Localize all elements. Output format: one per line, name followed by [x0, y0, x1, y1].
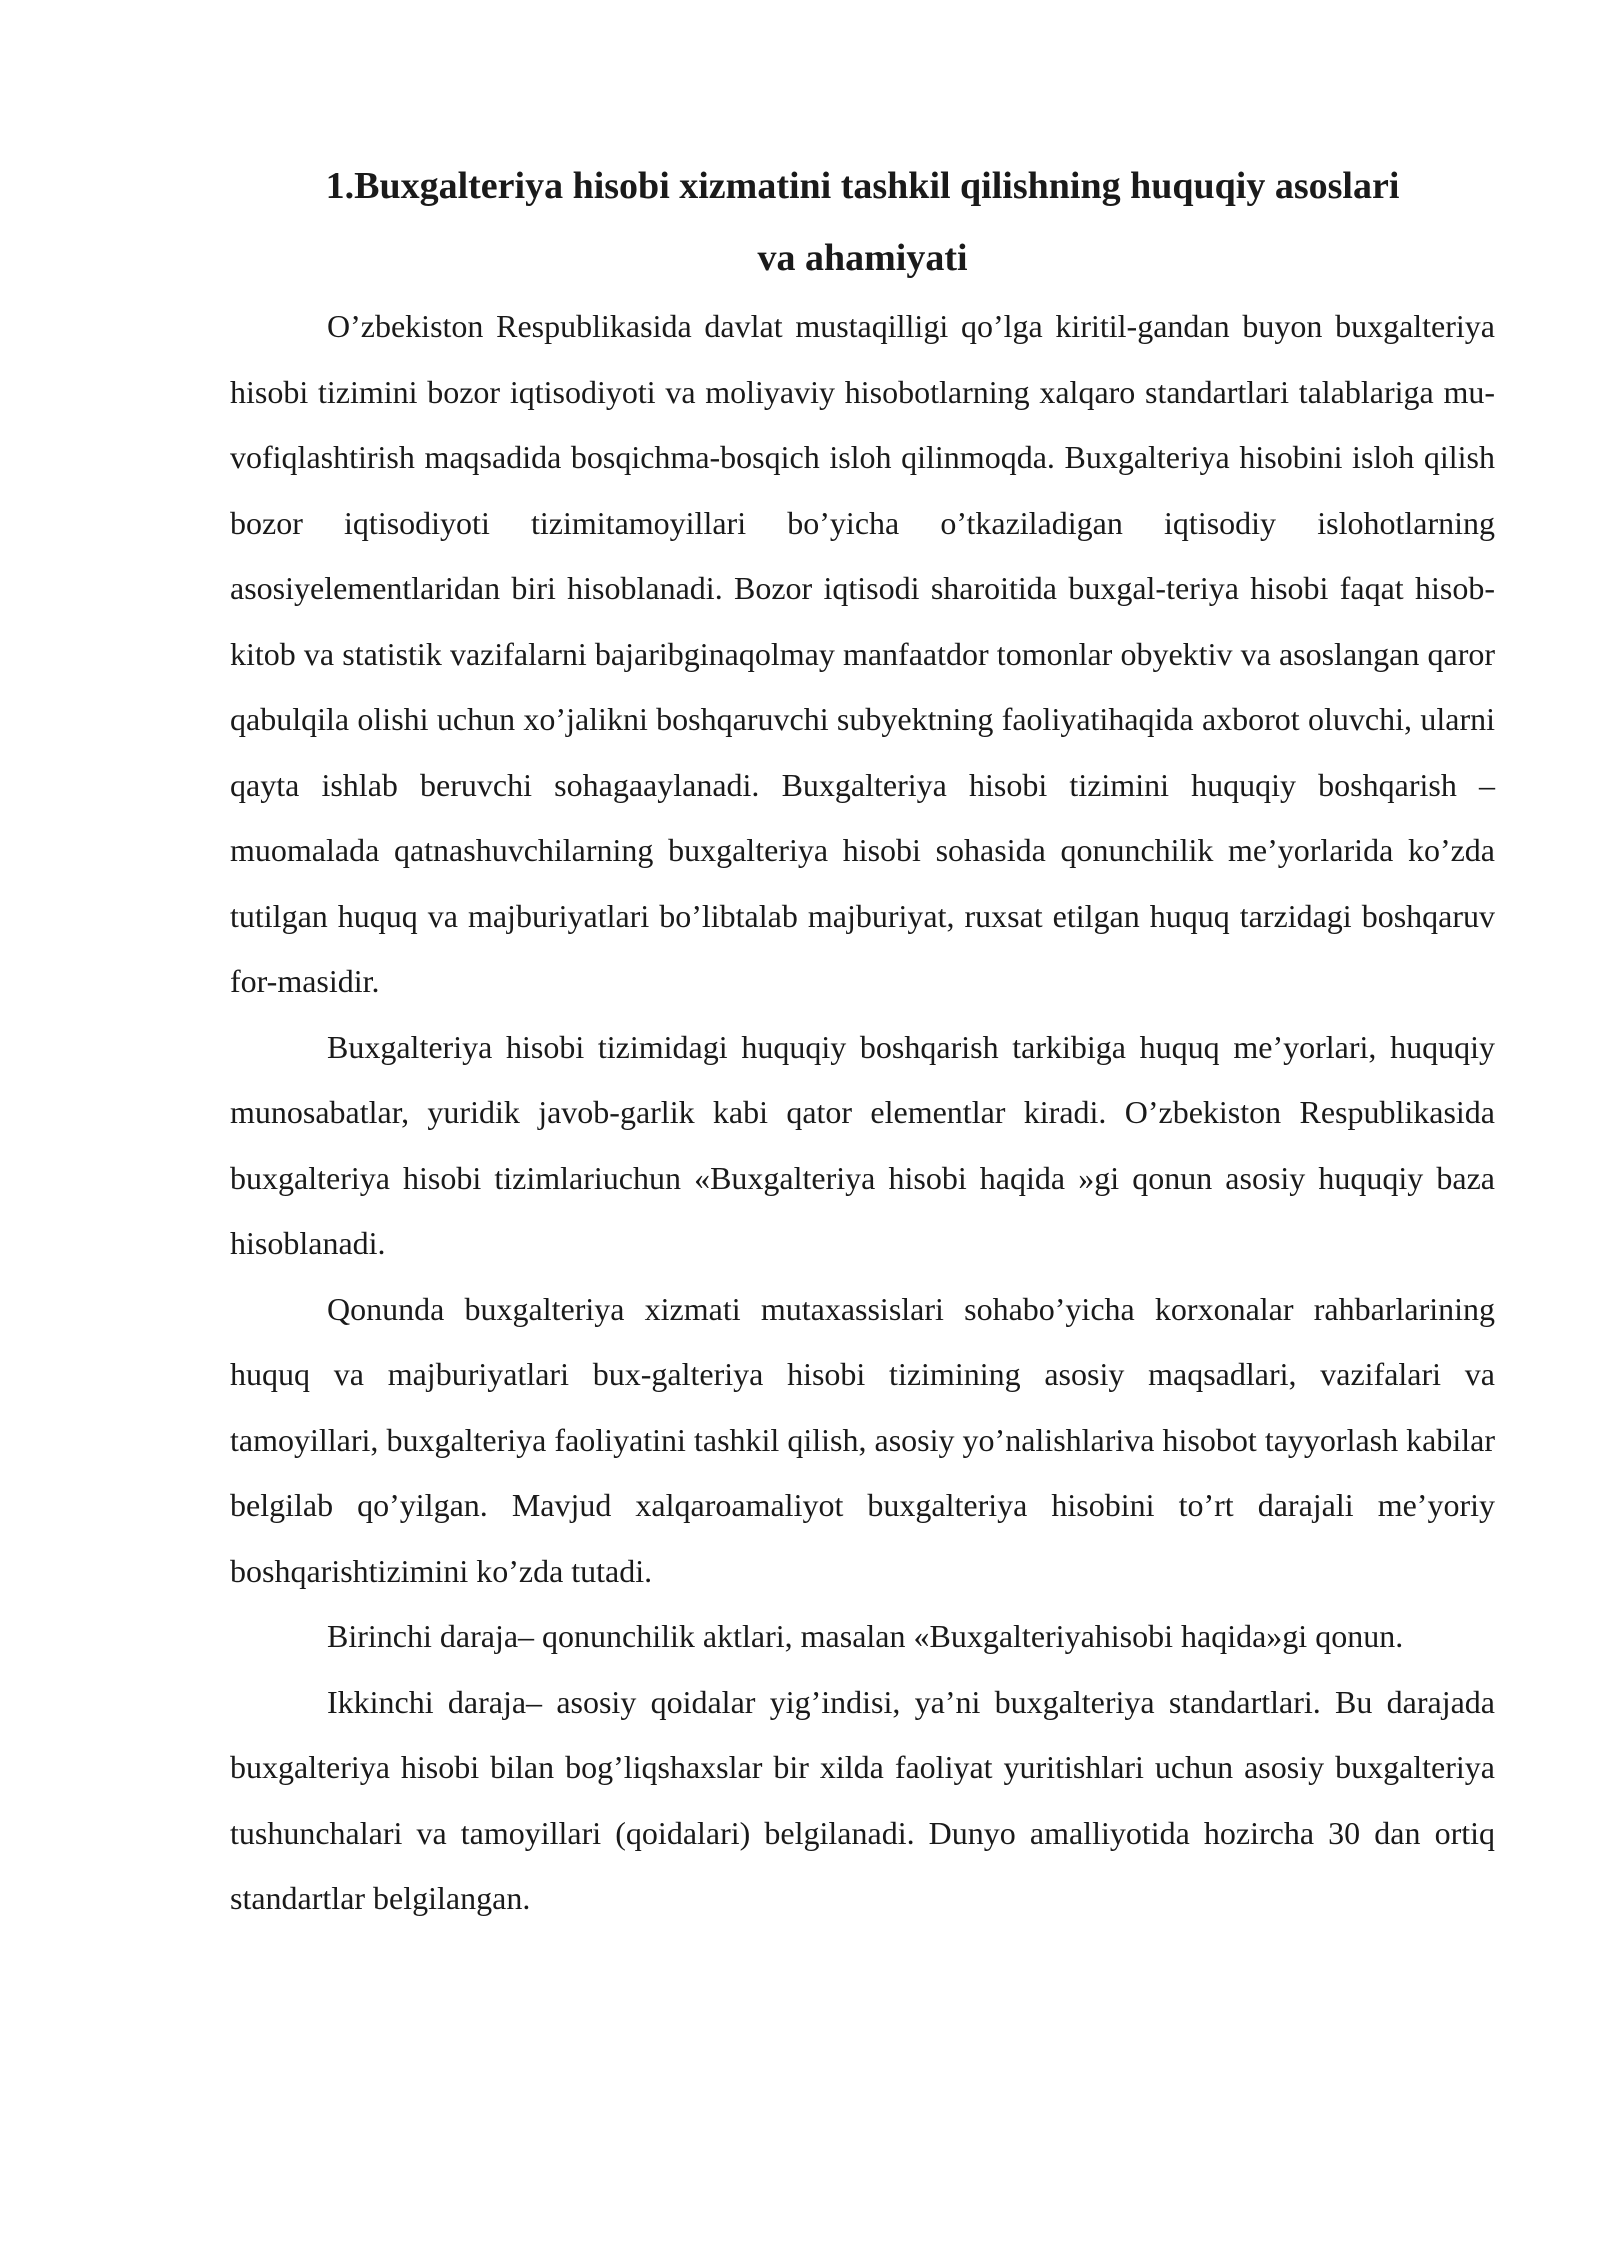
- document-title-line-2: va ahamiyati: [757, 237, 968, 279]
- paragraph-1: O’zbekiston Respublikasida davlat mustaqilligi qo’lga kiritil-gandan buyon buxgalteriya hisobi tizimini bozor iqtisodiyoti va moliyaviy hisobotlarning xalqaro standartlari talablariga mu-vofiqlashtirish maqsadida bosqichma-bosqich isloh qilinmoqda. Buxgalteriya hisobini isloh qilish bozor iqtisodiyoti tizimitamoyillari bo’yicha o’tkaziladigan iqtisodiy islohotlarning asosiyelementlaridan biri hisoblanadi. Bozor iqtisodi sharoitida buxgal-teriya hisobi faqat hisob-kitob va statistik vazifalarni bajaribginaqolmay manfaatdor tomonlar obyektiv va asoslangan qaror qabulqila olishi uchun xo’jalikni boshqaruvchi subyektning faoliyatihaqida axborot oluvchi, ularni qayta ishlab beruvchi sohagaaylanadi. Buxgalteriya hisobi tizimini huquqiy boshqarish – muomalada qatnashuvchilarning buxgalteriya hisobi sohasida qonunchilik me’yorlarida ko’zda tutilgan huquq va majburiyatlari bo’libtalab majburiyat, ruxsat etilgan huquq tarzidagi boshqaruv for-masidir.: [230, 308, 1495, 999]
- paragraph-2: Buxgalteriya hisobi tizimidagi huquqiy boshqarish tarkibiga huquq me’yorlari, huquqiy munosabatlar, yuridik javob-garlik kabi qator elementlar kiradi. O’zbekiston Respublikasida buxgalteriya hisobi tizimlariuchun «Buxgalteriya hisobi haqida »gi qonun asosiy huquqiy baza hisoblanadi.: [230, 1028, 1495, 1261]
- paragraph-4: Birinchi daraja– qonunchilik aktlari, masalan «Buxgalteriyahisobi haqida»gi qonun.: [327, 1618, 1404, 1654]
- paragraph-3: Qonunda buxgalteriya xizmati mutaxassislari sohabo’yicha korxonalar rahbarlarining huquq va majburiyatlari bux-galteriya hisobi tizimining asosiy maqsadlari, vazifalari va tamoyillari, buxgalteriya faoliyatini tashkil qilish, asosiy yo’nalishlariva hisobot tayyorlash kabilar belgilab qo’yilgan. Mavjud xalqaroamaliyot buxgalteriya hisobini to’rt darajali me’yoriy boshqarishtizimini ko’zda tutadi.: [230, 1290, 1495, 1589]
- document-title-line-1: 1.Buxgalteriya hisobi xizmatini tashkil qilishning huquqiy asoslari: [325, 165, 1400, 207]
- paragraph-5: Ikkinchi daraja– asosiy qoidalar yig’indisi, ya’ni buxgalteriya standartlari. Bu darajada buxgalteriya hisobi bilan bog’liqshaxslar bir xilda faoliyat yuritishlari uchun asosiy buxgalteriya tushunchalari va tamoyillari (qoidalari) belgilanadi. Dunyo amalliyotida hozircha 30 dan ortiq standartlar belgilangan.: [230, 1683, 1495, 1916]
- document-page: [230, 150, 1495, 1932]
- document-title: [230, 150, 1495, 294]
